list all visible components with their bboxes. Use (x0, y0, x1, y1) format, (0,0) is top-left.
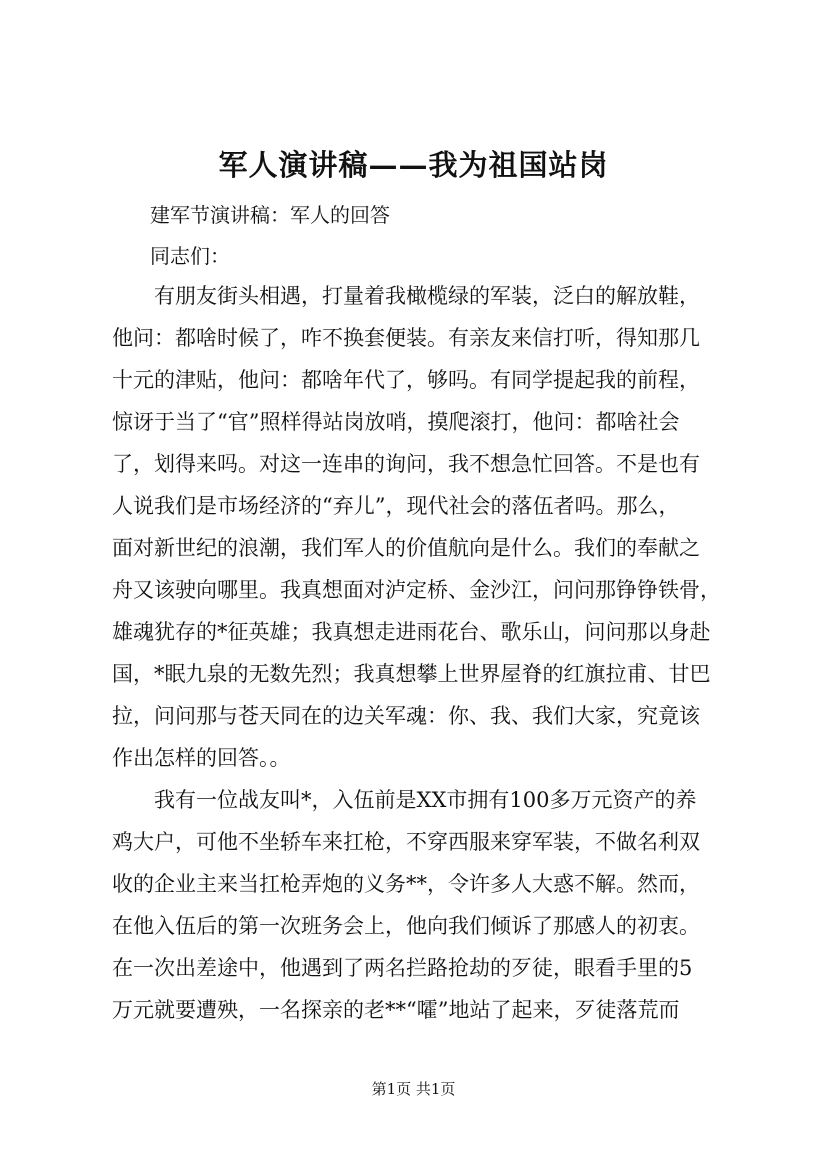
document-title: 军人演讲稿——我为祖国站岗 (218, 148, 609, 182)
body-line: 在他入伍后的第一次班务会上，他向我们倾诉了那感人的初衷。 (112, 914, 700, 938)
body-line: 雄魂犹存的*征英雄；我真想走进雨花台、歌乐山，问问那以身赴 (112, 620, 711, 644)
body-line: 万元就要遭殃，一名探亲的老**“嚯”地站了起来，歹徒落荒而 (112, 998, 680, 1022)
body-line: 拉，问问那与苍天同在的边关军魂：你、我、我们大家，究竟该 (112, 704, 700, 728)
body-line: 国，*眠九泉的无数先烈；我真想攀上世界屋脊的红旗拉甫、甘巴 (112, 662, 711, 686)
body-line: 在一次出差途中，他遇到了两名拦路抢劫的歹徒，眼看手里的5 (112, 956, 693, 980)
body-line: 了，划得来吗。对这一连串的询问，我不想急忙回答。不是也有 (112, 452, 700, 476)
body-line: 我有一位战友叫*，入伍前是XX市拥有100多万元资产的养 (112, 788, 697, 812)
page-footer: 第1页 共1页 (371, 1080, 456, 1098)
body-line: 惊讶于当了“官”照样得站岗放哨，摸爬滚打，他问：都啥社会 (112, 410, 680, 434)
body-line: 作出怎样的回答。。 (112, 746, 291, 770)
document-subtitle: 建军节演讲稿：军人的回答 (150, 203, 390, 227)
body-line: 面对新世纪的浪潮，我们军人的价值航向是什么。我们的奉献之 (112, 536, 700, 560)
body-line: 有朋友街头相遇，打量着我橄榄绿的军装，泛白的解放鞋， (112, 284, 700, 308)
body-line: 鸡大户，可他不坐轿车来扛枪，不穿西服来穿军装，不做名利双 (112, 830, 700, 854)
body-line: 他问：都啥时候了，咋不换套便装。有亲友来信打听，得知那几 (112, 326, 700, 350)
body-line: 舟又该驶向哪里。我真想面对泸定桥、金沙江，问问那铮铮铁骨， (112, 578, 721, 602)
body-line: 人说我们是市场经济的“弃儿”，现代社会的落伍者吗。那么， (112, 494, 680, 518)
salutation: 同志们： (150, 244, 230, 268)
body-line: 收的企业主来当扛枪弄炮的义务**，令许多人大惑不解。然而， (112, 872, 700, 896)
body-line: 十元的津贴，他问：都啥年代了，够吗。有同学提起我的前程， (112, 368, 700, 392)
